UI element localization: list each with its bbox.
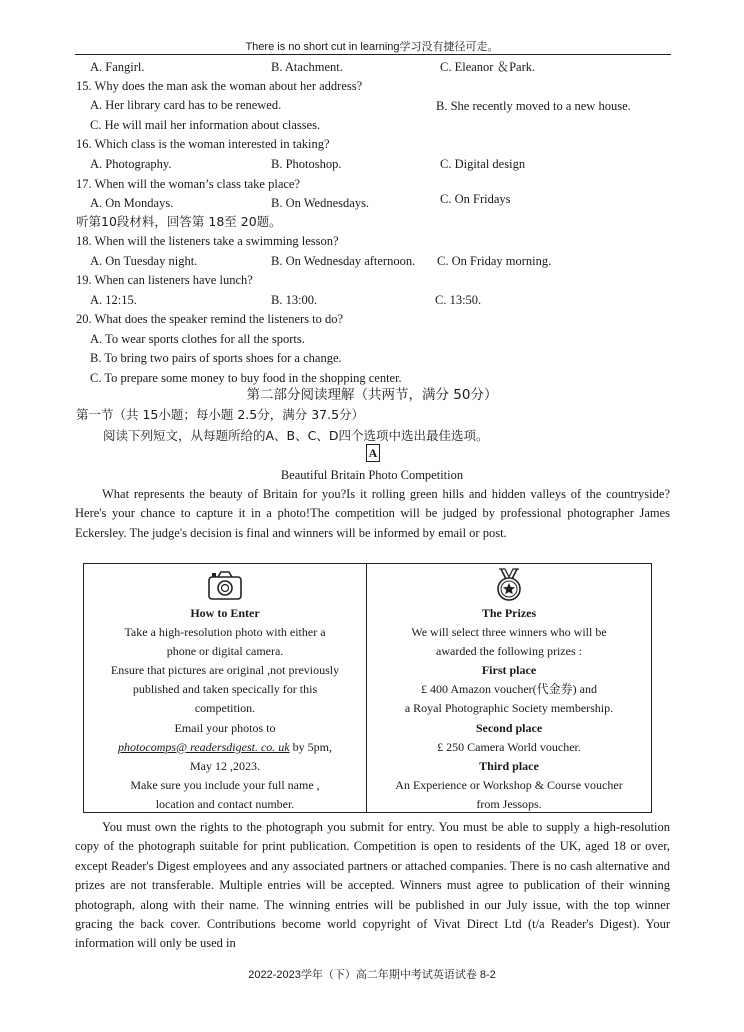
q16-option-c: C. Digital design xyxy=(440,157,526,171)
q16-stem: 16. Which class is the woman interested in taking? xyxy=(76,137,330,151)
medal-icon xyxy=(367,566,651,604)
q15-option-c: C. He will mail her information about classes. xyxy=(90,118,321,132)
q17-stem: 17. When will the woman’s class take place? xyxy=(76,177,301,191)
third-place-label: Third place xyxy=(479,758,539,773)
section1-title: 第一节（共 15小题；每小题 2.5分，满分 37.5分） xyxy=(76,407,365,422)
how-to-enter-title: How to Enter xyxy=(190,606,260,620)
q18-option-a: A. On Tuesday night. xyxy=(90,254,198,268)
reading-instruction: 阅读下列短文，从每题所给的A、B、C、D四个选项中选出最佳选项。 xyxy=(103,428,489,443)
q17-option-b: B. On Wednesdays. xyxy=(271,196,370,210)
competition-notice-box xyxy=(83,563,652,813)
email-line xyxy=(84,738,366,757)
second-place-label: Second place xyxy=(475,720,543,735)
q16-option-a: A. Photography. xyxy=(90,157,172,171)
first-place-prize: £ 400 Amazon voucher(代金券) and xyxy=(421,682,597,697)
intro-paragraph-text: What represents the beauty of Britain for you?Is it rolling green hills and hidden valleys of the countryside?Here's your chance to capture it in a photo!The competition will be judged by professional photographer James Eckersley. The judge's decision is final and winners will be informed by email or post. xyxy=(75,487,670,540)
how-to-enter-line: competition. xyxy=(194,701,256,716)
how-to-enter-line: Take a high-resolution photo with either a xyxy=(124,625,326,640)
rules-paragraph-text: You must own the rights to the photograph you submit for entry. You must be able to supply a high-resolution copy of the photograph suitable for print publication. Competition is open to residents of the UK, aged 18 or over, except Reader's Digest employees and any associated partners or attached companies. There is no cash alternative and prizes are not transferable. Multiple entries will be accepted. Winners must agree to publication of their winning photograph, along with their name. The winning entries will be published in our July issue, with the top winner gracing the back cover. Contributions become world copyright of Vivat Direct Ltd (t/a Reader's Digest). Your information will only be used in xyxy=(75,820,670,951)
q14-option-c: C. Eleanor ＆Park. xyxy=(440,60,536,74)
q19-option-a: A. 12:15. xyxy=(90,293,137,307)
q18-option-c: C. On Friday morning. xyxy=(437,254,552,268)
q14-option-a: A. Fangirl. xyxy=(90,60,145,74)
third-place-prize: from Jessops. xyxy=(476,796,542,811)
header-rule xyxy=(75,54,671,55)
how-to-enter-line: location and contact number. xyxy=(155,796,295,811)
third-place-prize: An Experience or Workshop & Course voucher xyxy=(395,777,623,792)
how-to-enter-panel xyxy=(84,564,367,812)
how-to-enter-line: published and taken specically for this xyxy=(132,682,318,697)
page-footer: 2022-2023学年（下）高二年期中考试英语试卷 8-2 xyxy=(248,969,496,981)
q15-stem: 15. Why does the man ask the woman about her address? xyxy=(76,79,363,93)
prizes-title: The Prizes xyxy=(481,606,537,620)
intro-paragraph xyxy=(75,485,670,543)
q17-option-c: C. On Fridays xyxy=(440,192,511,206)
q19-option-b: B. 13:00. xyxy=(271,293,318,307)
q14-option-b: B. Atachment. xyxy=(271,60,343,74)
q18-stem: 18. When will the listeners take a swimming lesson? xyxy=(76,234,339,248)
how-to-enter-line: Ensure that pictures are original ,not previously xyxy=(110,663,340,678)
prizes-panel xyxy=(367,564,651,812)
q20-option-c: C. To prepare some money to buy food in the shopping center. xyxy=(90,371,402,385)
q16-option-b: B. Photoshop. xyxy=(271,157,342,171)
second-place-prize: £ 250 Camera World voucher. xyxy=(437,739,581,754)
prizes-intro-line: We will select three winners who will be xyxy=(411,625,607,640)
first-place-label: First place xyxy=(481,663,537,678)
q15-option-b: B. She recently moved to a new house. xyxy=(436,99,631,113)
first-place-prize: a Royal Photographic Society membership. xyxy=(404,701,614,716)
page-header: There is no short cut in learning学习没有捷径可走。 xyxy=(245,41,499,53)
how-to-enter-line: Email your photos to xyxy=(174,720,276,735)
how-to-enter-line: Make sure you include your full name , xyxy=(130,777,320,792)
how-to-enter-line: phone or digital camera. xyxy=(166,644,284,659)
email-address-link[interactable]: photocomps@ readersdigest. co. uk xyxy=(118,739,290,754)
deadline-date: May 12 ,2023. xyxy=(190,758,260,773)
passage-label: A xyxy=(366,444,380,462)
prizes-intro-line: awarded the following prizes : xyxy=(436,644,582,659)
q18-option-b: B. On Wednesday afternoon. xyxy=(271,254,416,268)
email-deadline-time: by 5pm, xyxy=(289,739,332,754)
q20-option-a: A. To wear sports clothes for all the sports. xyxy=(90,332,305,346)
q20-stem: 20. What does the speaker remind the listeners to do? xyxy=(76,312,344,326)
passage-title: Beautiful Britain Photo Competition xyxy=(280,468,464,482)
q19-stem: 19. When can listeners have lunch? xyxy=(76,273,253,287)
q17-option-a: A. On Mondays. xyxy=(90,196,174,210)
camera-icon xyxy=(84,566,366,604)
material-10-instruction: 听第10段材料，回答第 18至 20题。 xyxy=(76,214,282,229)
q19-option-c: C. 13:50. xyxy=(435,293,482,307)
q20-option-b: B. To bring two pairs of sports shoes for a change. xyxy=(90,351,342,365)
rules-paragraph xyxy=(75,818,670,954)
part2-title: 第二部分阅读理解（共两节，满分 50分） xyxy=(246,387,498,403)
q15-option-a: A. Her library card has to be renewed. xyxy=(90,98,282,112)
